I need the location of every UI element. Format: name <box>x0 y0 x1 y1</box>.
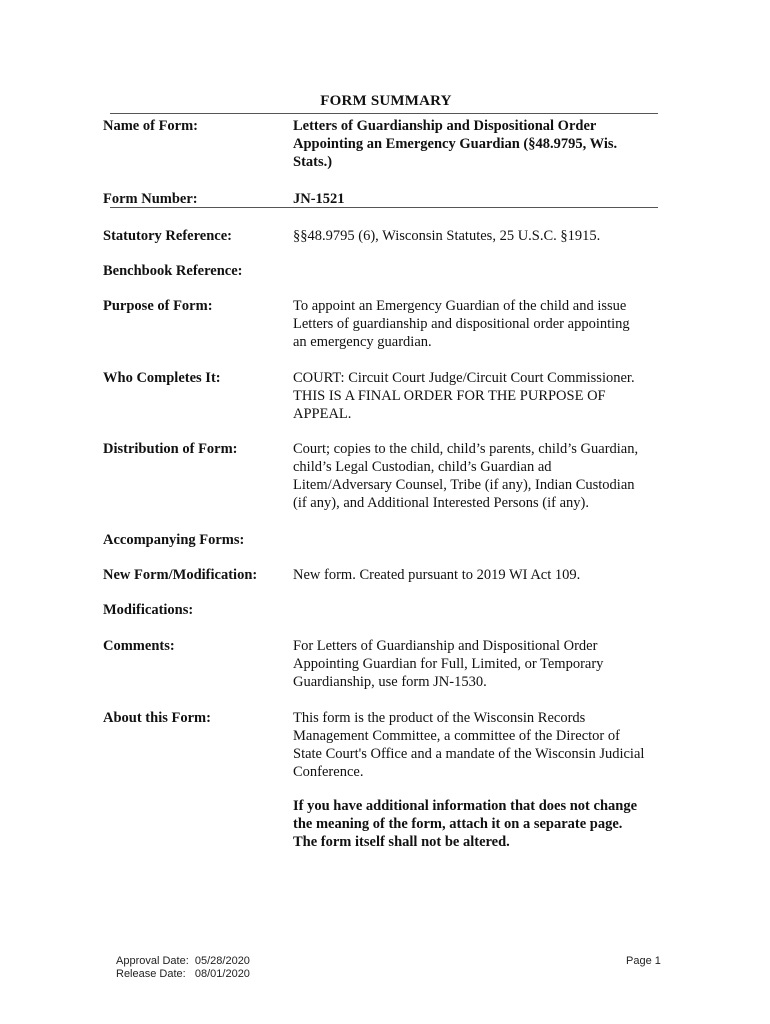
value-comments: For Letters of Guardianship and Dispositional Order Appointing Guardian for Full, Limited, or Temporary Guardianship, use form JN-1530. <box>293 638 604 690</box>
form-number-divider <box>110 207 658 208</box>
value-name-of-form: Letters of Guardianship and Dispositional Order Appointing an Emergency Guardian (§48.9795, Wis. Stats.) <box>293 118 618 170</box>
label-about-this-form: About this Form: <box>103 710 211 726</box>
value-distribution-of-form: Court; copies to the child, child’s parents, child’s Guardian, child’s Legal Custodian, child’s Guardian ad Litem/Adversary Counsel, Tribe (if any), Indian Custodian (if any), and Additional Interested Persons (if any). <box>293 441 639 511</box>
value-statutory-reference: §§48.9795 (6), Wisconsin Statutes, 25 U.S.C. §1915. <box>293 228 601 244</box>
label-name-of-form: Name of Form: <box>103 118 199 134</box>
label-modifications: Modifications: <box>103 602 194 618</box>
label-benchbook-reference: Benchbook Reference: <box>103 263 243 279</box>
label-form-number: Form Number: <box>103 191 198 207</box>
label-purpose-of-form: Purpose of Form: <box>103 298 213 314</box>
value-purpose-of-form: To appoint an Emergency Guardian of the child and issue Letters of guardianship and dispositional order appointing an emergency guardian. <box>293 298 630 350</box>
value-new-form-modification: New form. Created pursuant to 2019 WI Act 109. <box>293 567 581 583</box>
approval-date: Approval Date: 05/28/2020 <box>116 955 250 967</box>
do-not-alter-notice: If you have additional information that does not change the meaning of the form, attach it on a separate page. The form itself shall not be altered. <box>293 798 638 850</box>
label-accompanying-forms: Accompanying Forms: <box>103 532 245 548</box>
label-new-form-modification: New Form/Modification: <box>103 567 258 583</box>
label-who-completes-it: Who Completes It: <box>103 370 221 386</box>
footer-dates <box>116 955 250 981</box>
label-distribution-of-form: Distribution of Form: <box>103 441 238 457</box>
value-form-number: JN-1521 <box>293 191 345 207</box>
form-summary-title: FORM SUMMARY <box>320 93 452 109</box>
page-number: Page 1 <box>626 955 661 967</box>
value-about-this-form: This form is the product of the Wisconsin Records Management Committee, a committee of the Director of State Court's Office and a mandate of the Wisconsin Judicial Conference. <box>293 710 645 780</box>
label-comments: Comments: <box>103 638 175 654</box>
label-statutory-reference: Statutory Reference: <box>103 228 232 244</box>
value-who-completes-it: COURT: Circuit Court Judge/Circuit Court Commissioner. THIS IS A FINAL ORDER FOR THE PURPOSE OF APPEAL. <box>293 370 635 422</box>
release-date: Release Date: 08/01/2020 <box>116 968 250 980</box>
title-divider <box>110 113 658 114</box>
